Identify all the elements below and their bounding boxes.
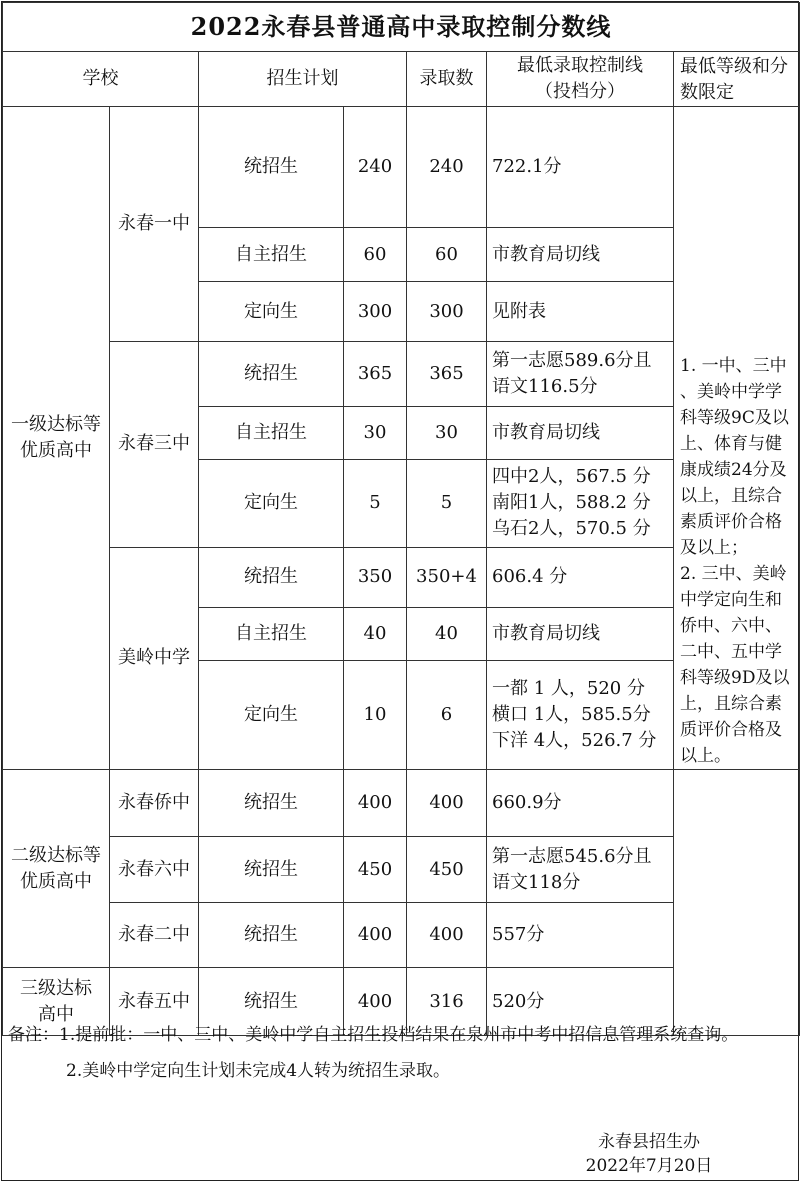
admitted-count: 40 <box>407 608 487 661</box>
plan-count: 365 <box>344 342 407 407</box>
min-score: 一都 1 人，520 分 横口 1人，585.5分 下洋 4人，526.7 分 <box>487 661 674 770</box>
group-label-1: 一级达标等 优质高中 <box>3 107 110 770</box>
min-score: 市教育局切线 <box>487 406 674 459</box>
recruit-type: 统招生 <box>199 342 344 407</box>
plan-count: 450 <box>344 837 407 903</box>
admitted-count: 6 <box>407 661 487 770</box>
school-name: 永春五中 <box>110 968 199 1036</box>
plan-count: 10 <box>344 661 407 770</box>
requirements-blank <box>674 770 800 1036</box>
school-name: 永春二中 <box>110 903 199 968</box>
group-label-3: 三级达标 高中 <box>3 968 110 1036</box>
min-score: 四中2人，567.5 分 南阳1人，588.2 分 乌石2人，570.5 分 <box>487 459 674 547</box>
header-school: 学校 <box>3 52 199 107</box>
header-plan: 招生计划 <box>199 52 407 107</box>
header-admitted: 录取数 <box>407 52 487 107</box>
school-name: 永春一中 <box>110 107 199 342</box>
plan-count: 240 <box>344 107 407 228</box>
plan-count: 400 <box>344 770 407 837</box>
signature-date: 2022年7月20日 <box>585 1156 713 1176</box>
plan-count: 40 <box>344 608 407 661</box>
recruit-type: 定向生 <box>199 282 344 342</box>
plan-count: 400 <box>344 968 407 1036</box>
recruit-type: 统招生 <box>199 547 344 608</box>
admitted-count: 300 <box>407 282 487 342</box>
recruit-type: 自主招生 <box>199 228 344 282</box>
admitted-count: 60 <box>407 228 487 282</box>
recruit-type: 统招生 <box>199 903 344 968</box>
plan-count: 350 <box>344 547 407 608</box>
plan-count: 5 <box>344 459 407 547</box>
admitted-count: 30 <box>407 406 487 459</box>
recruit-type: 定向生 <box>199 661 344 770</box>
school-name: 永春侨中 <box>110 770 199 837</box>
recruit-type: 统招生 <box>199 770 344 837</box>
min-score: 520分 <box>487 968 674 1036</box>
recruit-type: 自主招生 <box>199 608 344 661</box>
signature-block <box>574 1130 724 1178</box>
recruit-type: 统招生 <box>199 968 344 1036</box>
admitted-count: 316 <box>407 968 487 1036</box>
plan-count: 60 <box>344 228 407 282</box>
admitted-count: 5 <box>407 459 487 547</box>
note-1: 备注：1.提前批：一中、三中、美岭中学自主招生投档结果在泉州市中考中招信息管理系统查询。 <box>8 1025 739 1045</box>
recruit-type: 统招生 <box>199 837 344 903</box>
header-min-grade: 最低等级和分数限定 <box>674 52 800 107</box>
school-name: 永春三中 <box>110 342 199 548</box>
admitted-count: 365 <box>407 342 487 407</box>
grade-requirements: 1. 一中、三中 、美岭中学学 科等级9C及以 上、体育与健 康成绩24分及 以上，且综合 素质评价合格 及以上； 2. 三中、美岭 中学定向生和 侨中、六中、 二中、五中学 科等级9D及以 上，且综合素 质评价合格及 以上。 <box>674 107 800 770</box>
plan-count: 300 <box>344 282 407 342</box>
note-2: 2.美岭中学定向生计划未完成4人转为统招生录取。 <box>66 1061 451 1081</box>
min-score: 722.1分 <box>487 107 674 228</box>
min-score: 606.4 分 <box>487 547 674 608</box>
recruit-type: 统招生 <box>199 107 344 228</box>
min-score: 第一志愿545.6分且 语文118分 <box>487 837 674 903</box>
school-name: 美岭中学 <box>110 547 199 770</box>
recruit-type: 自主招生 <box>199 406 344 459</box>
plan-count: 400 <box>344 903 407 968</box>
min-score: 见附表 <box>487 282 674 342</box>
signature-org: 永春县招生办 <box>598 1132 700 1152</box>
notes-section <box>8 1022 794 1084</box>
recruit-type: 定向生 <box>199 459 344 547</box>
admission-table <box>2 2 800 1036</box>
admitted-count: 450 <box>407 837 487 903</box>
min-score: 660.9分 <box>487 770 674 837</box>
min-score: 市教育局切线 <box>487 228 674 282</box>
admitted-count: 350+4 <box>407 547 487 608</box>
admitted-count: 400 <box>407 903 487 968</box>
admitted-count: 400 <box>407 770 487 837</box>
school-name: 永春六中 <box>110 837 199 903</box>
plan-count: 30 <box>344 406 407 459</box>
group-label-2: 二级达标等 优质高中 <box>3 770 110 968</box>
document-page <box>1 1 799 1181</box>
header-min-score: 最低录取控制线 （投档分） <box>487 52 674 107</box>
min-score: 市教育局切线 <box>487 608 674 661</box>
min-score: 557分 <box>487 903 674 968</box>
min-score: 第一志愿589.6分且 语文116.5分 <box>487 342 674 407</box>
page-title: 2022永春县普通高中录取控制分数线 <box>3 3 800 52</box>
admitted-count: 240 <box>407 107 487 228</box>
